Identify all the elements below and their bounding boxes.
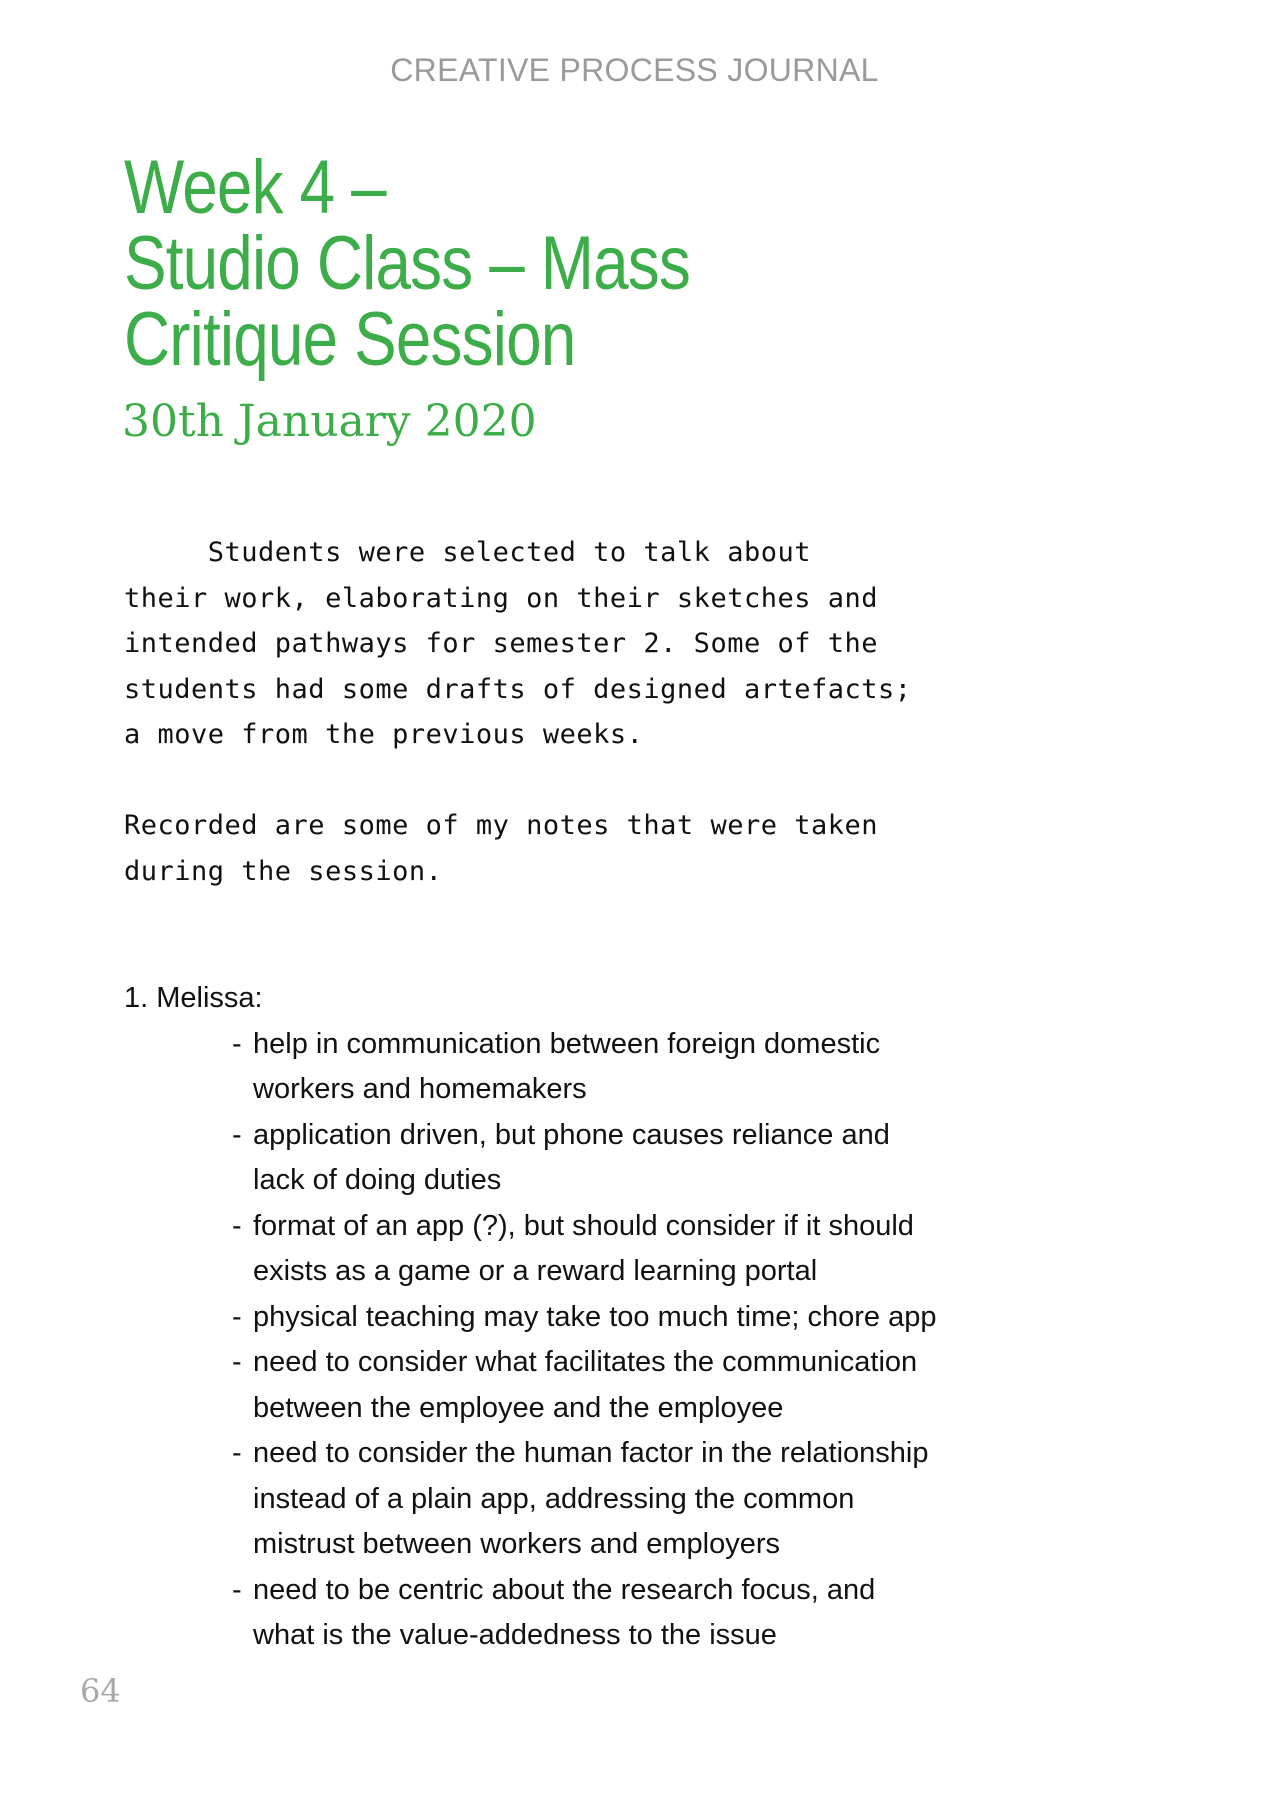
intro-line: Recorded are some of my notes that were taken <box>124 810 878 841</box>
entry-title-line-1: Week 4 – <box>124 145 386 230</box>
note-line: exists as a game or a reward learning portal <box>253 1255 818 1287</box>
intro-line: students had some drafts of designed artefacts; <box>124 673 912 705</box>
bullet-dash: - <box>232 1437 242 1469</box>
note-line: what is the value-addedness to the issue <box>253 1619 777 1651</box>
note-line: format of an app (?), but should consider if it should <box>253 1209 914 1242</box>
note-line: need to consider the human factor in the relationship <box>253 1437 929 1469</box>
intro-line: during the session. <box>124 855 443 887</box>
note-line: help in communication between foreign domestic <box>253 1027 881 1060</box>
entry-title-line-2: Studio Class – Mass <box>124 221 690 306</box>
entry-date: 30th January 2020 <box>122 396 537 447</box>
note-line: need to consider what facilitates the communication <box>253 1346 918 1378</box>
page-number: 64 <box>80 1672 121 1710</box>
paragraph-gap <box>124 758 1124 804</box>
note-item <box>232 1295 1124 1341</box>
note-line: need to be centric about the research focus, and <box>253 1573 876 1606</box>
intro-line: their work, elaborating on their sketches and <box>124 582 878 614</box>
note-line: workers and homemakers <box>253 1073 587 1105</box>
entry-title <box>124 145 880 382</box>
note-item <box>232 1431 1124 1568</box>
notes-section <box>124 976 1124 1659</box>
intro-line: intended pathways for semester 2. Some of the <box>124 628 878 659</box>
note-item <box>232 1204 1124 1295</box>
note-line: instead of a plain app, addressing the common <box>253 1482 855 1515</box>
bullet-dash: - <box>232 1209 242 1242</box>
note-item <box>232 1340 1124 1431</box>
bullet-dash: - <box>232 1118 242 1151</box>
bullet-dash: - <box>232 1027 242 1060</box>
note-line: lack of doing duties <box>253 1164 502 1196</box>
entry-title-line-3: Critique Session <box>124 297 576 382</box>
intro-text <box>124 530 1124 894</box>
note-item <box>232 1113 1124 1204</box>
note-line: application driven, but phone causes reliance and <box>253 1118 890 1151</box>
intro-line: a move from the previous weeks. <box>124 719 644 750</box>
bullet-dash: - <box>232 1573 242 1606</box>
bullet-dash: - <box>232 1346 242 1378</box>
note-line: physical teaching may take too much time; chore app <box>253 1300 937 1333</box>
note-item <box>232 1568 1124 1659</box>
note-line: between the employee and the employee <box>253 1391 784 1424</box>
note-list <box>124 1022 1124 1659</box>
bullet-dash: - <box>232 1300 242 1333</box>
note-item <box>232 1022 1124 1113</box>
intro-line: Students were selected to talk about <box>124 537 811 568</box>
journal-header: CREATIVE PROCESS JOURNAL <box>390 52 879 88</box>
note-line: mistrust between workers and employers <box>253 1528 781 1560</box>
note-person-label: 1. Melissa: <box>124 982 263 1014</box>
